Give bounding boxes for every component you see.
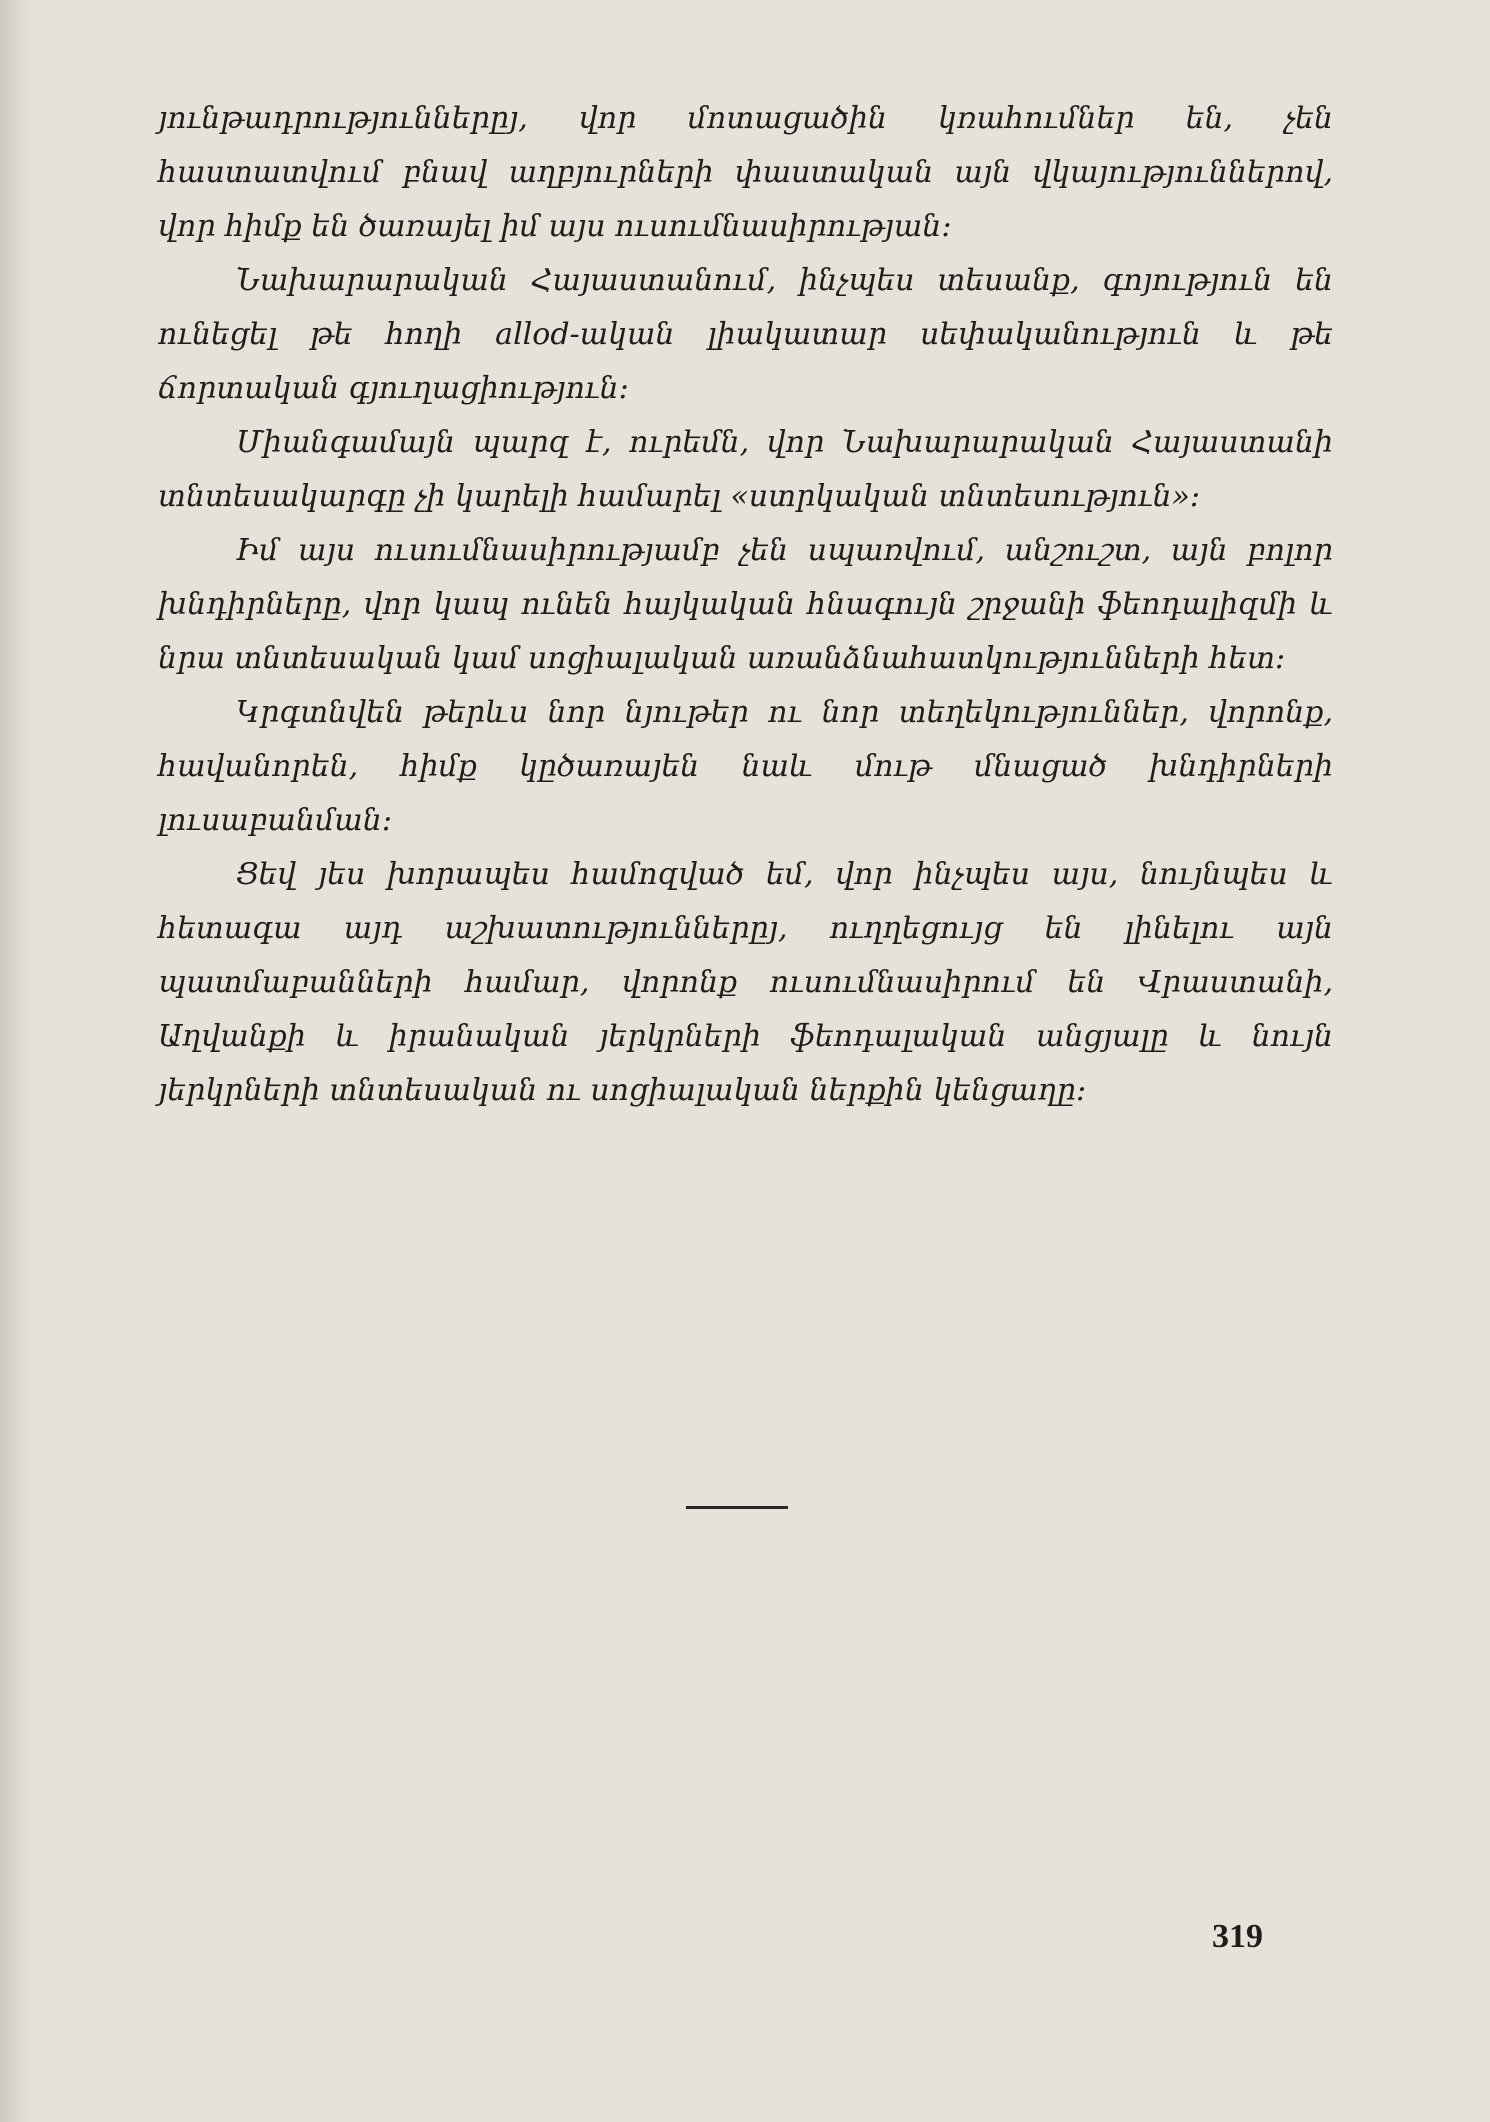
paragraph-4: Իմ այս ուսումնասիրությամբ չեն սպառվում, անշուշտ, այն բոլոր խնդիրները, վոր կապ ունեն հայկական հնագույն շրջանի ֆեոդալիզմի և նրա տնտեսական կամ սոցիալական առանձնահատկությունների հետ։ <box>158 533 1333 676</box>
paragraph-1: յունթադրություններըյ, վոր մոտացածին կռահումներ են, չեն հաստատվում բնավ աղբյուրների փաստական այն վկայություններով, վոր հիմք են ծառայել իմ այս ուսումնասիրության։ <box>158 101 1333 244</box>
paragraph-6: Ցեվ յես խորապես համոզված եմ, վոր ինչպես այս, նույնպես և հետագա այդ աշխատություններըյ, ուղղեցույց են լինելու այն պատմաբանների համար, վորոնք ուսումնասիրում են Վրաստանի, Աղվանքի և իրանական յերկրների ֆեոդալական անցյալը և նույն յերկրների տնտեսական ու սոցիալական ներքին կենցաղը։ <box>158 857 1333 1108</box>
paragraph-5: Կրգտնվեն թերևս նոր նյութեր ու նոր տեղեկություններ, վորոնք, հավանորեն, հիմք կըծառայեն նաև մութ մնացած խնդիրների լուսաբանման։ <box>158 695 1333 838</box>
page-number: 319 <box>1212 1918 1263 1955</box>
section-divider <box>686 1506 788 1509</box>
body-text <box>158 92 1333 1118</box>
binding-edge <box>0 0 32 2122</box>
paragraph-3: Միանգամայն պարզ է, ուրեմն, վոր Նախարարական Հայաստանի տնտեսակարգը չի կարելի համարել «ստրկական տնտեսություն»։ <box>158 425 1333 514</box>
paragraph-2: Նախարարական Հայաստանում, ինչպես տեսանք, գոյություն են ունեցել թե հողի allod-ական լիակատար սեփականություն և թե ճորտական գյուղացիություն։ <box>158 263 1333 406</box>
